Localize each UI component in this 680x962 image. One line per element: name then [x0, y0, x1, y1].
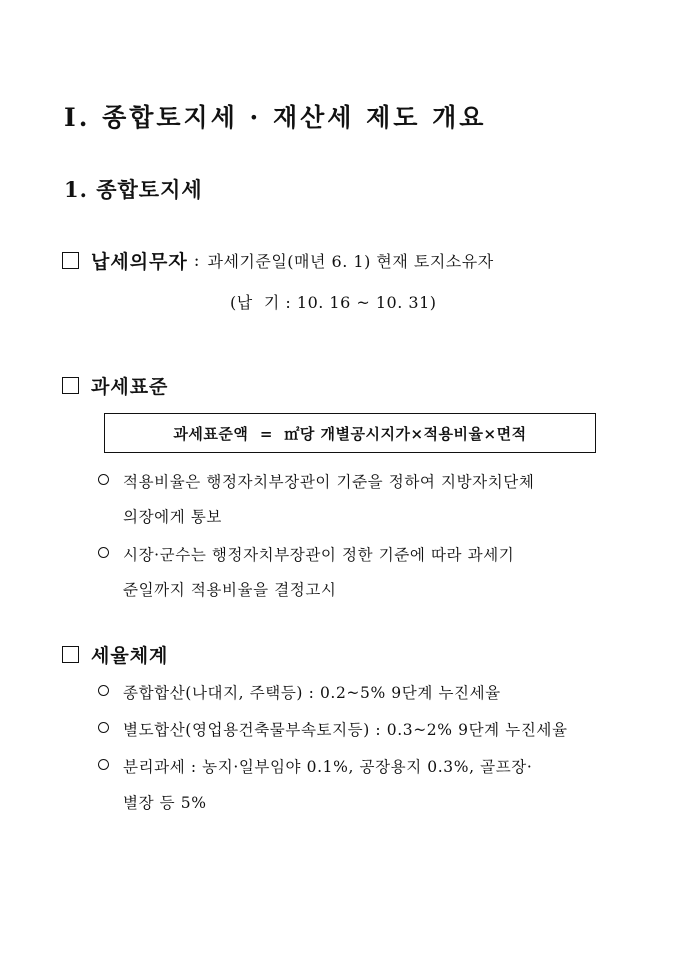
circle-bullet-icon	[98, 547, 109, 558]
list-item-text: 종합합산(나대지, 주택등) : 0.2~5% 9단계 누진세율	[123, 684, 501, 702]
checkbox-icon	[62, 252, 79, 269]
tax-base-formula: 과세표준액 = ㎡당 개별공시지가×적용비율×면적	[104, 413, 596, 453]
payment-period: (납 기 : 10. 16 ~ 10. 31)	[230, 293, 437, 312]
circle-bullet-icon	[98, 759, 109, 770]
taxpayer-text: 과세기준일(매년 6. 1) 현재 토지소유자	[207, 252, 494, 271]
list-item-continuation: 별장 등 5%	[123, 794, 207, 812]
circle-bullet-icon	[98, 685, 109, 696]
checkbox-icon	[62, 646, 79, 663]
tax-rate-section	[62, 641, 168, 668]
list-item-continuation: 의장에게 통보	[123, 508, 222, 526]
list-item-text: 분리과세 : 농지·일부임야 0.1%, 공장용지 0.3%, 골프장·	[123, 758, 533, 776]
circle-bullet-icon	[98, 474, 109, 485]
list-item-continuation: 준일까지 적용비율을 결정고시	[123, 581, 337, 599]
list-item-text: 시장·군수는 행정자치부장관이 정한 기준에 따라 과세기	[123, 546, 515, 564]
section-heading: 1. 종합토지세	[64, 177, 203, 202]
taxpayer-section	[62, 247, 494, 274]
taxpayer-title: 납세의무자	[91, 251, 188, 273]
list-item	[96, 718, 568, 740]
list-item-text: 별도합산(영업용건축물부속토지등) : 0.3~2% 9단계 누진세율	[123, 721, 568, 739]
list-item	[96, 755, 532, 777]
circle-bullet-icon	[98, 722, 109, 733]
tax-base-title: 과세표준	[91, 376, 169, 398]
list-item-text: 적용비율은 행정자치부장관이 기준을 정하여 지방자치단체	[123, 473, 535, 491]
page-title: Ⅰ. 종합토지세 · 재산세 제도 개요	[64, 103, 487, 132]
tax-base-section	[62, 372, 168, 399]
tax-rate-title: 세율체계	[91, 645, 169, 667]
taxpayer-colon: :	[193, 250, 200, 271]
checkbox-icon	[62, 377, 79, 394]
list-item	[96, 543, 514, 565]
list-item	[96, 681, 501, 703]
list-item	[96, 470, 534, 492]
